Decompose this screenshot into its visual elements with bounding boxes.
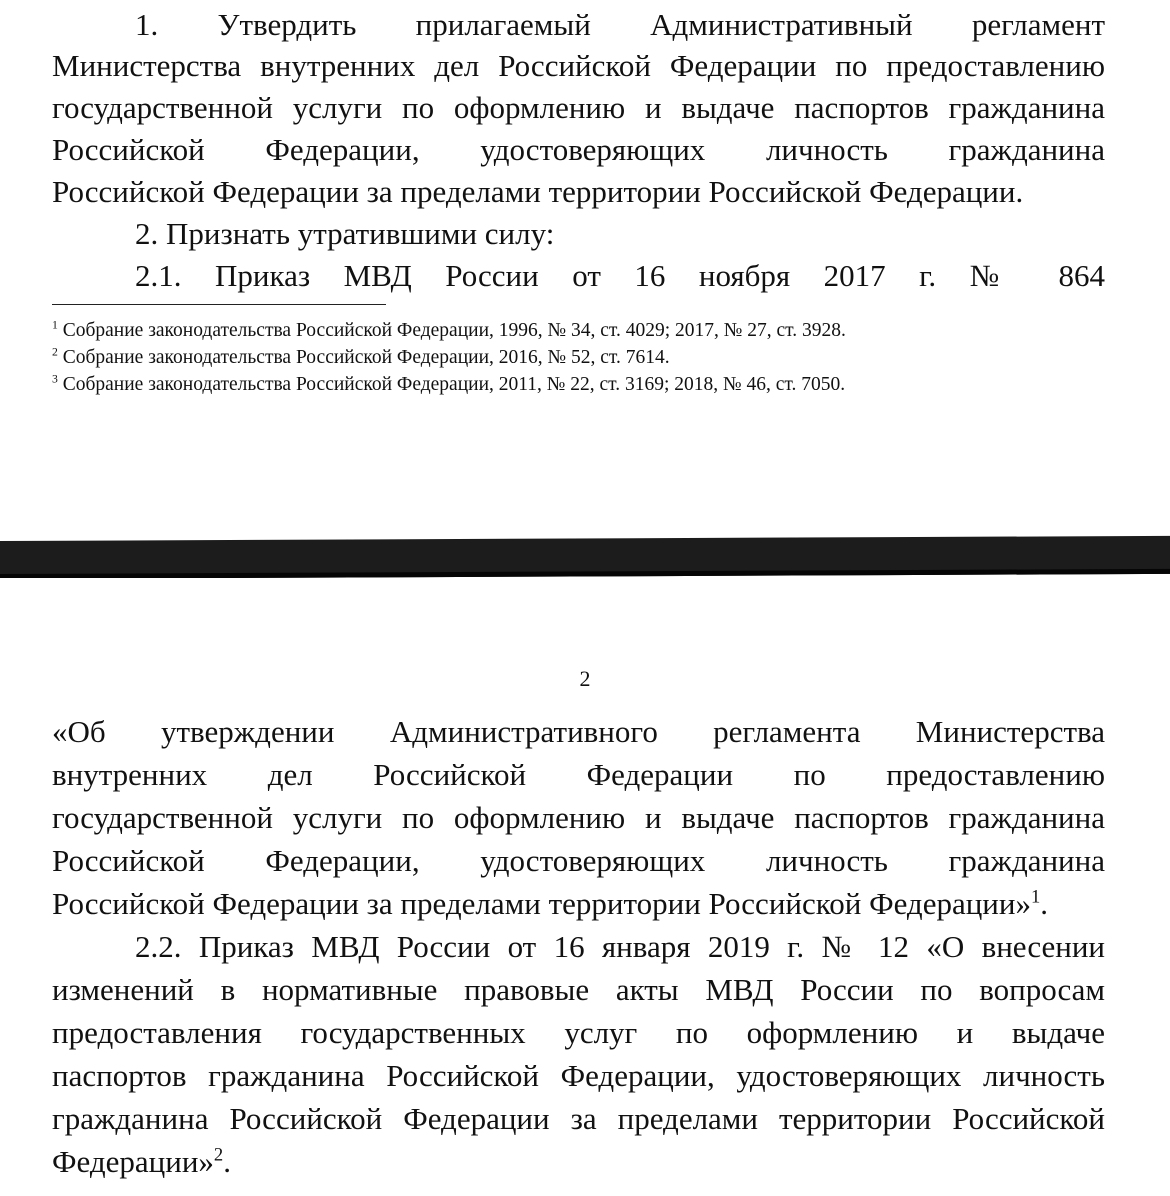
quote-line-3: государственной услуги по оформлению и выдаче паспортов гражданина	[52, 800, 1105, 835]
footnote-ref-1: 1	[1030, 886, 1041, 908]
footnote-1-text: Собрание законодательства Российской Федерации, 1996, № 34, ст. 4029; 2017, № 27, ст. 3928.	[57, 320, 846, 341]
footnote-ref-2: 2	[213, 1144, 224, 1166]
paragraph-2-2-line-6	[52, 1141, 1105, 1183]
paragraph-1-line-2: Министерства внутренних дел Российской Федерации по предоставлению	[52, 48, 1105, 83]
page-break-band	[0, 536, 1170, 579]
footnote-1	[52, 318, 846, 344]
document-page-2	[0, 578, 1170, 1196]
paragraph-2-heading: 2. Признать утратившими силу:	[135, 216, 555, 251]
footnote-1-mark: 1	[52, 318, 58, 332]
footnote-separator	[52, 304, 386, 305]
quote-line-5	[52, 883, 1105, 925]
footnote-3	[52, 372, 845, 398]
page-number: 2	[579, 666, 591, 691]
footnote-3-text: Собрание законодательства Российской Федерации, 2011, № 22, ст. 3169; 2018, № 46, ст. 7050.	[57, 374, 846, 395]
quote-line-4: Российской Федерации, удостоверяющих личность гражданина	[52, 843, 1105, 878]
quote-line-5-text: Российской Федерации за пределами территории Российской Федерации»	[52, 886, 1031, 921]
footnote-3-mark: 3	[52, 372, 58, 386]
paragraph-2-2-line-3: предоставления государственных услуг по оформлению и выдаче	[52, 1015, 1105, 1050]
paragraph-2-2-line-4: паспортов гражданина Российской Федерации, удостоверяющих личность	[52, 1058, 1105, 1093]
document-page-1	[0, 0, 1170, 543]
quote-line-1: «Об утверждении Административного регламента Министерства	[52, 714, 1105, 749]
quote-line-5-tail: .	[1040, 886, 1049, 921]
footnote-2-text: Собрание законодательства Российской Федерации, 2016, № 52, ст. 7614.	[57, 347, 670, 368]
paragraph-2-2-line-6-tail: .	[223, 1144, 231, 1179]
paragraph-2-2-line-1: 2.2. Приказ МВД России от 16 января 2019 г. № 12 «О внесении	[135, 929, 1105, 964]
paragraph-2-2-line-6-text: Федерации»	[52, 1144, 214, 1179]
paragraph-1-line-5: Российской Федерации за пределами территории Российской Федерации.	[52, 174, 1024, 209]
paragraph-2-1-line-1: 2.1. Приказ МВД России от 16 ноября 2017 г. № 864	[135, 258, 1105, 293]
paragraph-1-line-4: Российской Федерации, удостоверяющих личность гражданина	[52, 132, 1105, 167]
paragraph-1-line-3: государственной услуги по оформлению и выдаче паспортов гражданина	[52, 90, 1105, 125]
footnote-2	[52, 345, 670, 371]
paragraph-1-line-1: 1. Утвердить прилагаемый Административный регламент	[135, 7, 1105, 42]
paragraph-2-2-line-5: гражданина Российской Федерации за пределами территории Российской	[52, 1101, 1105, 1136]
quote-line-2: внутренних дел Российской Федерации по предоставлению	[52, 757, 1105, 792]
paragraph-2-2-line-2: изменений в нормативные правовые акты МВД России по вопросам	[52, 972, 1105, 1007]
footnote-2-mark: 2	[52, 345, 58, 359]
